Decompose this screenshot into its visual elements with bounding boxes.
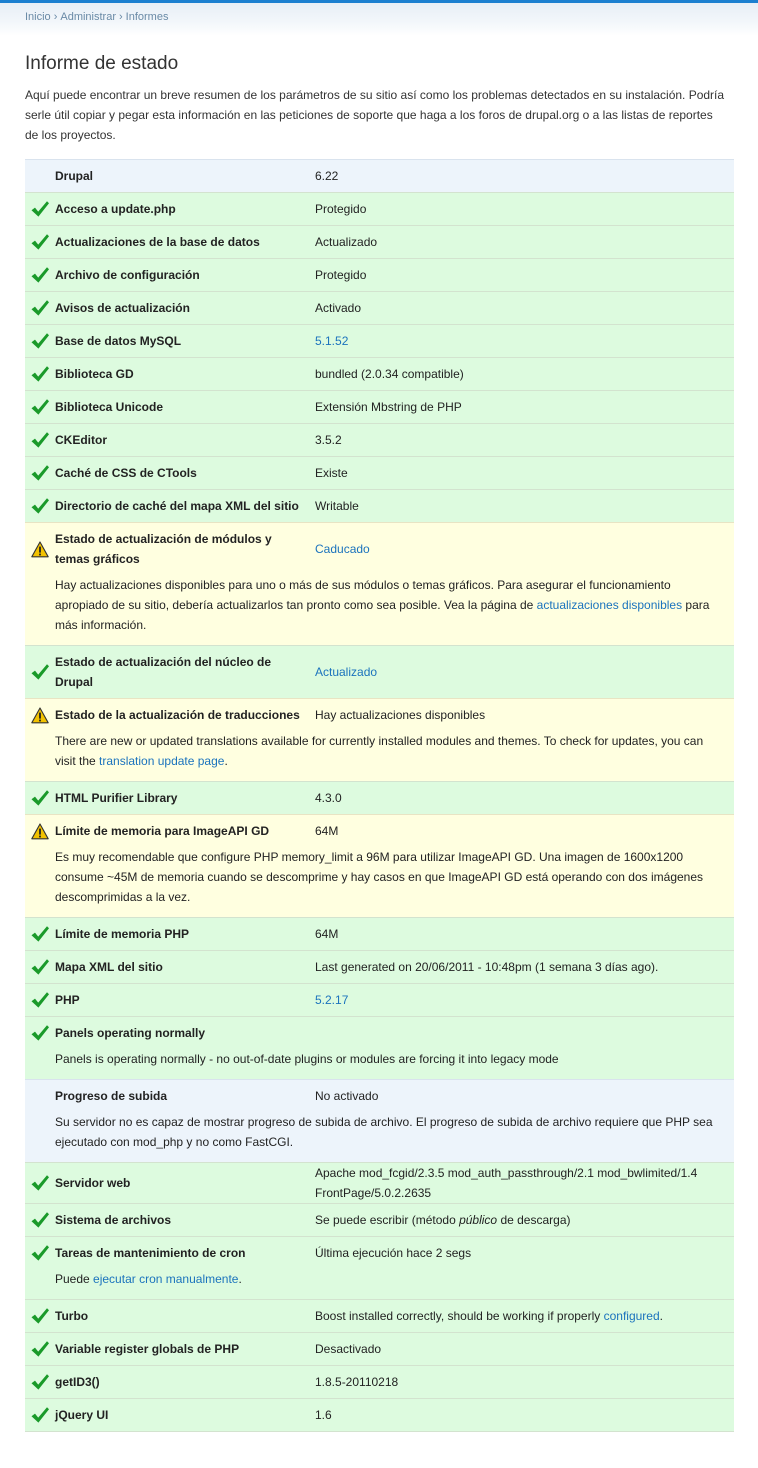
status-row	[25, 490, 734, 523]
status-row	[25, 358, 734, 391]
status-value-text: Actualizado	[315, 235, 378, 249]
status-title: getID3()	[55, 1366, 315, 1399]
status-description-text: Puede	[55, 1272, 94, 1286]
status-row	[25, 1333, 734, 1366]
status-row	[25, 259, 734, 292]
status-row	[25, 1399, 734, 1432]
status-description-text: Hay actualizaciones disponibles para uno o más de sus módulos o temas gráficos. Para asegurar el funcionamiento apropiado de su sitio, debería actualizarlos tan pronto como sea posible. Vea la página de	[55, 578, 671, 612]
status-title: Actualizaciones de la base de datos	[55, 226, 315, 259]
status-description-row	[25, 1269, 734, 1300]
check-icon	[25, 1204, 55, 1237]
status-description-text: .	[224, 754, 228, 768]
check-icon	[25, 1333, 55, 1366]
breadcrumb-link-inicio[interactable]: Inicio	[25, 11, 51, 23]
status-value	[315, 918, 734, 951]
status-value-text: Se puede escribir (método	[315, 1213, 460, 1227]
status-title: Biblioteca Unicode	[55, 391, 315, 424]
check-icon	[25, 646, 55, 699]
status-value-text: Protegido	[315, 268, 367, 282]
status-value-link[interactable]: configured	[603, 1309, 660, 1323]
status-description: Es muy recomendable que configure PHP memory_limit a 96M para utilizar ImageAPI GD. Una imagen de 1600x1200 consume ~45M de memoria cuando se descomprime y hay casos en que ImageAPI GD está operando con dos imágenes descomprimidas a la vez.	[25, 847, 734, 918]
check-icon	[25, 984, 55, 1017]
status-row	[25, 193, 734, 226]
status-value-text: Protegido	[315, 202, 367, 216]
check-icon	[25, 457, 55, 490]
status-title: Biblioteca GD	[55, 358, 315, 391]
status-value	[315, 1399, 734, 1432]
status-title: Sistema de archivos	[55, 1204, 315, 1237]
status-value-text: No activado	[315, 1089, 379, 1103]
check-icon	[25, 1300, 55, 1333]
status-title: CKEditor	[55, 424, 315, 457]
status-value	[315, 1204, 734, 1237]
check-icon	[25, 1237, 55, 1270]
warning-icon	[25, 699, 55, 732]
status-description-row	[25, 575, 734, 646]
status-description	[25, 575, 734, 646]
status-value-text: 64M	[315, 824, 339, 838]
status-value	[315, 226, 734, 259]
status-row	[25, 984, 734, 1017]
status-title: Tareas de mantenimiento de cron	[55, 1237, 315, 1270]
status-report-body	[25, 160, 734, 1432]
status-description-text: There are new or updated translations available for currently installed modules and themes. To check for updates, you can visit the	[55, 734, 704, 768]
info-icon	[25, 160, 55, 193]
status-description	[25, 1269, 734, 1300]
status-description-row	[25, 1049, 734, 1080]
status-value-text: Desactivado	[315, 1342, 382, 1356]
check-icon	[25, 1399, 55, 1432]
status-value	[315, 292, 734, 325]
breadcrumb-separator: ›	[118, 11, 123, 23]
status-value	[315, 1333, 734, 1366]
status-row	[25, 424, 734, 457]
status-title: PHP	[55, 984, 315, 1017]
check-icon	[25, 193, 55, 226]
status-value	[315, 457, 734, 490]
status-value	[315, 1163, 734, 1204]
check-icon	[25, 1017, 55, 1050]
check-icon	[25, 325, 55, 358]
status-title: Panels operating normally	[55, 1017, 315, 1050]
status-row	[25, 951, 734, 984]
status-value	[315, 490, 734, 523]
status-value-text: Last generated on 20/06/2011 - 10:48pm (1 semana 3 días ago).	[315, 960, 659, 974]
status-title: Acceso a update.php	[55, 193, 315, 226]
status-description-text: .	[238, 1272, 242, 1286]
status-value	[315, 1017, 734, 1050]
status-description-link[interactable]: translation update page	[99, 754, 225, 768]
status-row	[25, 1017, 734, 1050]
status-row	[25, 523, 734, 576]
info-icon	[25, 1080, 55, 1113]
status-title: Turbo	[55, 1300, 315, 1333]
status-description: Su servidor no es capaz de mostrar progreso de subida de archivo. El progreso de subida de archivo requiere que PHP sea ejecutado con mod_php y no como FastCGI.	[25, 1112, 734, 1163]
status-value	[315, 160, 734, 193]
status-value-text: 1.6	[315, 1408, 332, 1422]
status-row	[25, 1080, 734, 1113]
status-row	[25, 815, 734, 848]
status-value	[315, 358, 734, 391]
status-value-text: 3.5.2	[315, 433, 342, 447]
check-icon	[25, 951, 55, 984]
breadcrumb-separator: ›	[53, 11, 58, 23]
status-value-text: 1.8.5-20110218	[315, 1375, 399, 1389]
status-title: Progreso de subida	[55, 1080, 315, 1113]
status-value	[315, 699, 734, 732]
status-row	[25, 646, 734, 699]
status-description-link[interactable]: ejecutar cron manualmente	[93, 1272, 239, 1286]
check-icon	[25, 259, 55, 292]
status-value	[315, 1237, 734, 1270]
status-title: Drupal	[55, 160, 315, 193]
status-title: Directorio de caché del mapa XML del sitio	[55, 490, 315, 523]
status-value-text: Existe	[315, 466, 348, 480]
status-title: Mapa XML del sitio	[55, 951, 315, 984]
status-title: Servidor web	[55, 1163, 315, 1204]
status-title: Avisos de actualización	[55, 292, 315, 325]
status-value-text: 4.3.0	[315, 791, 342, 805]
status-value-text: .	[659, 1309, 663, 1323]
status-title: Estado de actualización del núcleo de Drupal	[55, 646, 315, 699]
status-title: Límite de memoria para ImageAPI GD	[55, 815, 315, 848]
page-title: Informe de estado	[25, 53, 179, 74]
status-title: jQuery UI	[55, 1399, 315, 1432]
status-title: Caché de CSS de CTools	[55, 457, 315, 490]
status-value	[315, 424, 734, 457]
status-title: Variable register globals de PHP	[55, 1333, 315, 1366]
status-row	[25, 457, 734, 490]
status-value	[315, 815, 734, 848]
check-icon	[25, 782, 55, 815]
status-value	[315, 391, 734, 424]
status-title: HTML Purifier Library	[55, 782, 315, 815]
status-row	[25, 292, 734, 325]
status-value-text: Boost installed correctly, should be working if properly	[315, 1309, 604, 1323]
check-icon	[25, 292, 55, 325]
warning-icon	[25, 815, 55, 848]
status-title: Estado de actualización de módulos y temas gráficos	[55, 523, 315, 576]
check-icon	[25, 226, 55, 259]
status-row	[25, 1163, 734, 1204]
check-icon	[25, 391, 55, 424]
status-value	[315, 1300, 734, 1333]
status-title: Límite de memoria PHP	[55, 918, 315, 951]
warning-icon	[25, 523, 55, 576]
status-row	[25, 699, 734, 732]
status-value	[315, 259, 734, 292]
status-value	[315, 523, 734, 576]
status-value-text: 64M	[315, 927, 339, 941]
status-description-row	[25, 847, 734, 918]
status-title: Estado de la actualización de traducciones	[55, 699, 315, 732]
status-row	[25, 1366, 734, 1399]
status-value-text: Extensión Mbstring de PHP	[315, 400, 462, 414]
status-row	[25, 391, 734, 424]
status-value-text: Última ejecución hace 2 segs	[315, 1246, 472, 1260]
status-description	[25, 731, 734, 782]
page-intro: Aquí puede encontrar un breve resumen de los parámetros de su sitio así como los problemas detectados en su instalación. Podría serle útil copiar y pegar esta información en las peticiones de soporte que haga a los foros de drupal.org o a las listas de reportes de los proyectos.	[25, 88, 725, 142]
status-value	[315, 1080, 734, 1113]
status-row	[25, 1204, 734, 1237]
status-report-table	[25, 159, 734, 1432]
status-value-text: Writable	[315, 499, 359, 513]
status-description-row	[25, 731, 734, 782]
status-description-text: para más información.	[55, 598, 710, 632]
status-value-text: bundled (2.0.34 compatible)	[315, 367, 464, 381]
status-value	[315, 1366, 734, 1399]
check-icon	[25, 490, 55, 523]
status-value-text: 6.22	[315, 169, 339, 183]
status-value-link[interactable]: 5.1.52	[315, 334, 349, 348]
status-value-link[interactable]: Actualizado	[315, 665, 378, 679]
status-value	[315, 951, 734, 984]
breadcrumb	[25, 11, 168, 23]
status-value	[315, 193, 734, 226]
status-value	[315, 646, 734, 699]
status-row	[25, 1237, 734, 1270]
status-title: Archivo de configuración	[55, 259, 315, 292]
status-value-link[interactable]: 5.2.17	[315, 993, 349, 1007]
status-row	[25, 1300, 734, 1333]
status-value-emphasis: público	[459, 1213, 498, 1227]
status-value-link[interactable]: Caducado	[315, 542, 370, 556]
status-row	[25, 160, 734, 193]
check-icon	[25, 918, 55, 951]
status-value-text: Hay actualizaciones disponibles	[315, 708, 486, 722]
status-value	[315, 325, 734, 358]
status-description: Panels is operating normally - no out-of-date plugins or modules are forcing it into legacy mode	[25, 1049, 734, 1080]
status-row	[25, 918, 734, 951]
check-icon	[25, 1163, 55, 1204]
check-icon	[25, 424, 55, 457]
status-value	[315, 984, 734, 1017]
status-value	[315, 782, 734, 815]
check-icon	[25, 1366, 55, 1399]
status-title: Base de datos MySQL	[55, 325, 315, 358]
status-description-row	[25, 1112, 734, 1163]
status-row	[25, 782, 734, 815]
check-icon	[25, 358, 55, 391]
status-description-link[interactable]: actualizaciones disponibles	[536, 598, 683, 612]
status-row	[25, 226, 734, 259]
status-value-text: Apache mod_fcgid/2.3.5 mod_auth_passthrough/2.1 mod_bwlimited/1.4 FrontPage/5.0.2.2635	[315, 1166, 698, 1200]
status-value-text: Activado	[315, 301, 362, 315]
breadcrumb-link-administrar[interactable]: Administrar	[60, 11, 116, 23]
breadcrumb-link-informes[interactable]: Informes	[125, 11, 169, 23]
status-value-text: de descarga)	[497, 1213, 571, 1227]
status-row	[25, 325, 734, 358]
